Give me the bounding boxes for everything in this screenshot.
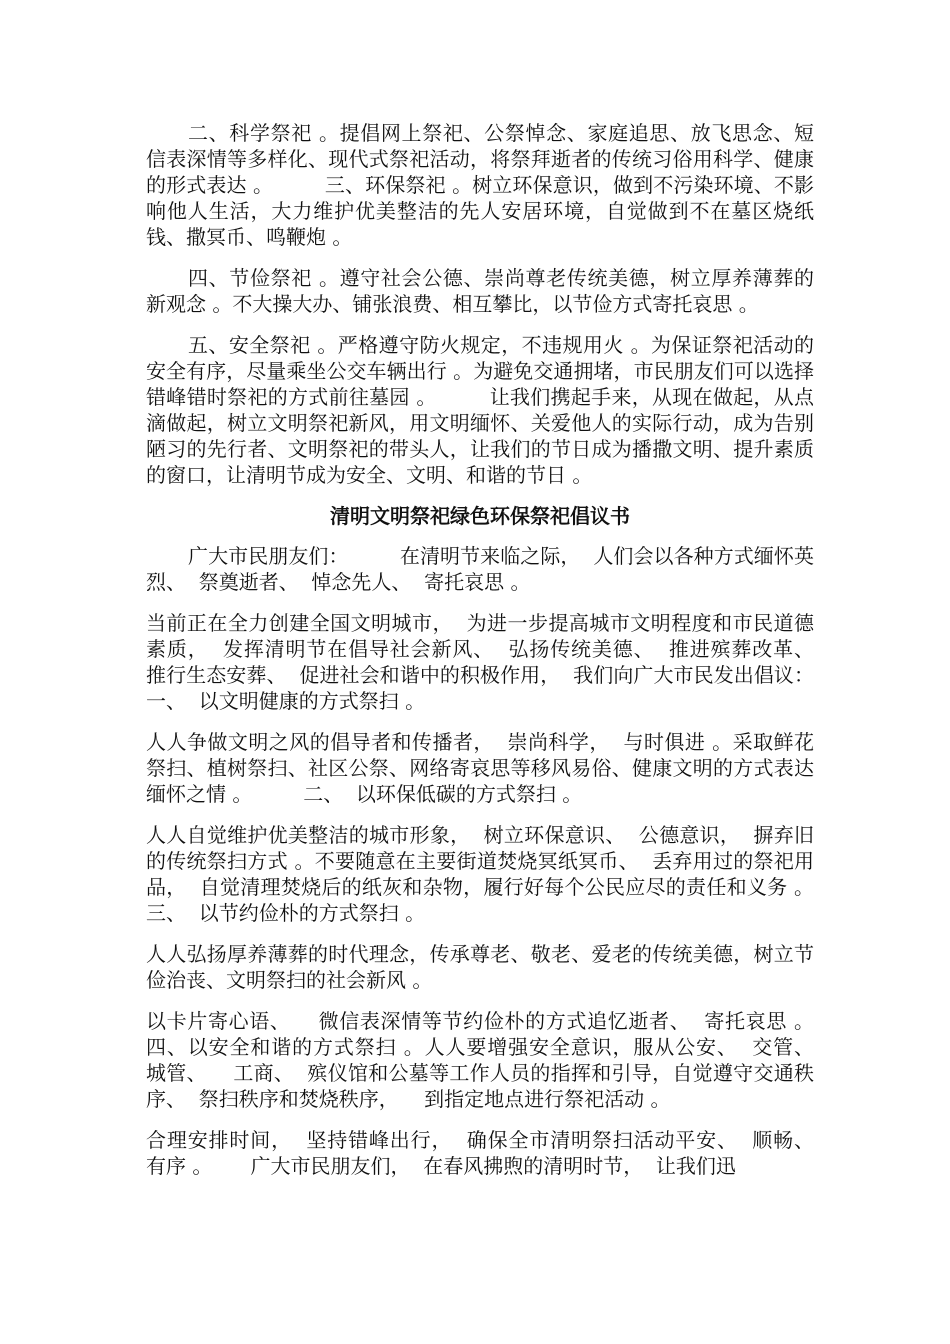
document-title: 清明文明祭祀绿色环保祭祀倡议书 bbox=[330, 504, 630, 528]
paragraph-environmental-way: 人人自觉维护优美整洁的城市形象， 树立环保意识、 公德意识， 摒弃旧的传统祭扫方式 。不要随意在主要街道焚烧冥纸冥币、 丢弃用过的祭祀用品， 自觉清理焚烧后的纸灰和杂物，履行好每个公民应尽的责任和义务 。 三、 以节约俭朴的方式祭扫 。 bbox=[146, 823, 865, 925]
paragraph-frugal-way: 人人弘扬厚养薄葬的时代理念，传承尊老、敬老、爱老的传统美德，树立节俭治丧、文明祭扫的社会新风 。 bbox=[146, 942, 814, 992]
paragraph-safe-way: 以卡片寄心语、 微信表深情等节约俭朴的方式追忆逝者、 寄托哀思 。 四、以安全和谐的方式祭扫 。人人要增强安全意识，服从公安、 交管、 城管、 工商、 殡仪馆和公墓等工作人员的指挥和引导，自觉遵守交通秩序、 祭扫秩序和焚烧秩序， 到指定地点进行祭祀活动 。 bbox=[146, 1009, 853, 1111]
paragraph-greeting: 广大市民朋友们： 在清明节来临之际， 人们会以各种方式缅怀英烈、 祭奠逝者、 悼念先人、 寄托哀思 。 bbox=[146, 544, 814, 594]
paragraph-proposal-intro: 当前正在全力创建全国文明城市， 为进一步提高城市文明程度和市民道德素质， 发挥清明节在倡导社会新风、 弘扬传统美德、 推进殡葬改革、 推行生态安葬、 促进社会和谐中的积极作用， 我们向广大市民发出倡议： 一、 以文明健康的方式祭扫 。 bbox=[146, 611, 865, 713]
document-body bbox=[146, 120, 865, 1194]
paragraph-closing: 合理安排时间， 坚持错峰出行， 确保全市清明祭扫活动平安、 顺畅、 有序 。 广大市民朋友们， 在春风拂煦的清明时节， 让我们迅 bbox=[146, 1128, 834, 1178]
paragraph-scientific-sacrifice: 二、科学祭祀 。提倡网上祭祀、公祭悼念、家庭追思、放飞思念、短信表深情等多样化、现代式祭祀活动，将祭拜逝者的传统习俗用科学、健康的形式表达 。 三、环保祭祀 。树立环保意识，做到不污染环境、不影响他人生活，大力维护优美整洁的先人安居环境，自觉做到不在墓区烧纸钱、撒冥币、鸣鞭炮 。 bbox=[146, 121, 814, 249]
paragraph-safe-sacrifice: 五、安全祭祀 。严格遵守防火规定，不违规用火 。为保证祭祀活动的安全有序，尽量乘坐公交车辆出行 。为避免交通拥堵，市民朋友们可以选择错峰错时祭祀的方式前往墓园 。 让我们携起手来，从现在做起，从点滴做起，树立文明祭祀新风，用文明缅怀、关爱他人的实际行动，成为告别陋习的先行者、文明祭祀的带头人，让我们的节日成为播撒文明、提升素质的窗口，让清明节成为安全、文明、和谐的节日 。 bbox=[146, 333, 814, 487]
paragraph-frugal-sacrifice: 四、节俭祭祀 。遵守社会公德、崇尚尊老传统美德，树立厚养薄葬的新观念 。不大操大办、铺张浪费、相互攀比，以节俭方式寄托哀思 。 bbox=[146, 266, 814, 316]
paragraph-civilized-way: 人人争做文明之风的倡导者和传播者， 崇尚科学， 与时俱进 。采取鲜花祭扫、植树祭扫、社区公祭、网络寄哀思等移风易俗、健康文明的方式表达缅怀之情 。 二、 以环保低碳的方式祭扫 。 bbox=[146, 730, 814, 806]
